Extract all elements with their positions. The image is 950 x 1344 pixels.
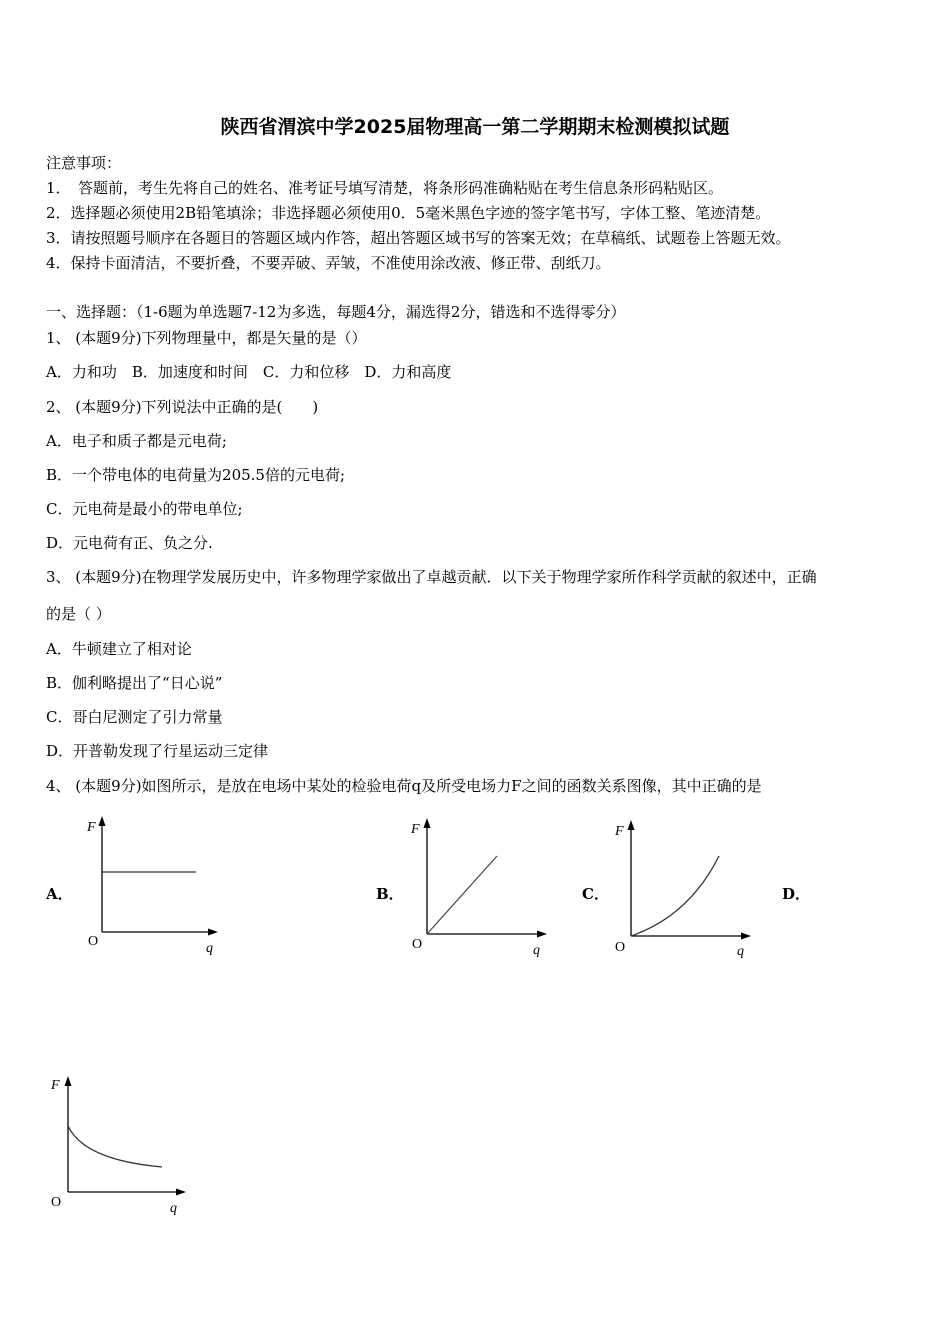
question-4-label-a: A． (46, 885, 73, 903)
graph-d-x-arrow (176, 1189, 186, 1196)
graph-a-x-label: q (206, 941, 213, 956)
graph-b-curve (427, 856, 497, 934)
graph-d (46, 1072, 196, 1222)
question-1-stem: 1、 (本题9分)下列物理量中，都是矢量的是（） (46, 329, 367, 347)
graph-a-origin-label: O (88, 934, 99, 949)
graph-d-y-arrow (65, 1076, 72, 1086)
notice-item-1: 1． 答题前，考生先将自己的姓名、准考证号填写清楚，将条形码准确粘贴在考生信息条形码粘贴区。 (46, 179, 724, 197)
graph-d-x-label: q (170, 1201, 177, 1216)
graph-c-curve (631, 856, 719, 936)
question-1-options: A．力和功 B．加速度和时间 C．力和位移 D．力和高度 (46, 363, 452, 381)
question-3-option-a: A．牛顿建立了相对论 (46, 640, 192, 658)
question-4-label-c: C． (582, 885, 609, 903)
question-3-stem-line-2: 的是（ ） (46, 605, 111, 623)
question-2-option-d: D．元电荷有正、负之分. (46, 534, 213, 552)
question-2-option-c: C．元电荷是最小的带电单位; (46, 500, 243, 518)
question-3-option-b: B．伽利略提出了“日心说” (46, 674, 223, 692)
graph-d-y-label: F (51, 1078, 60, 1093)
graph-b (405, 814, 555, 964)
graph-a-x-arrow (208, 929, 218, 936)
question-2-stem: 2、 (本题9分)下列说法中正确的是( ) (46, 398, 319, 416)
question-3-option-d: D．开普勒发现了行星运动三定律 (46, 742, 269, 760)
question-4-label-b: B． (376, 885, 404, 903)
graph-c-x-arrow (741, 933, 751, 940)
graph-b-origin-label: O (412, 937, 423, 952)
graph-d-curve (68, 1126, 162, 1167)
graph-b-y-label: F (411, 822, 420, 837)
question-4-label-d: D． (782, 885, 811, 903)
question-4-stem: 4、 (本题9分)如图所示，是放在电场中某处的检验电荷q及所受电场力F之间的函数关系图像，其中正确的是 (46, 777, 762, 795)
page-title: 陕西省渭滨中学2025届物理高一第二学期期末检测模拟试题 (220, 116, 730, 138)
graph-c-y-arrow (628, 820, 635, 830)
graph-b-x-label: q (533, 943, 540, 958)
graph-d-origin-label: O (51, 1195, 62, 1210)
section-heading: 一、选择题：（1-6题为单选题7-12为多选，每题4分，漏选得2分，错选和不选得零分） (46, 303, 626, 321)
question-3-option-c: C．哥白尼测定了引力常量 (46, 708, 223, 726)
graph-c-y-label: F (615, 824, 624, 839)
graph-a (80, 812, 230, 962)
graph-b-y-arrow (424, 818, 431, 828)
graph-a-y-label: F (87, 820, 96, 835)
graph-b-x-arrow (537, 931, 547, 938)
graph-c-x-label: q (737, 944, 744, 959)
question-3-stem-line-1: 3、 (本题9分)在物理学发展历史中，许多物理学家做出了卓越贡献．以下关于物理学家所作科学贡献的叙述中，正确 (46, 568, 817, 586)
graph-c-origin-label: O (615, 940, 626, 955)
notice-item-2: 2．选择题必须使用2B铅笔填涂；非选择题必须使用0．5毫米黑色字迹的签字笔书写，字体工整、笔迹清楚。 (46, 204, 771, 222)
graph-c (609, 816, 759, 966)
graph-a-y-arrow (99, 816, 106, 826)
notice-item-4: 4．保持卡面清洁，不要折叠，不要弄破、弄皱，不准使用涂改液、修正带、刮纸刀。 (46, 254, 611, 272)
question-2-option-b: B．一个带电体的电荷量为205.5倍的元电荷; (46, 466, 346, 484)
notice-item-3: 3．请按照题号顺序在各题目的答题区域内作答，超出答题区域书写的答案无效；在草稿纸、试题卷上答题无效。 (46, 229, 791, 247)
question-2-option-a: A．电子和质子都是元电荷; (46, 432, 227, 450)
notice-header: 注意事项： (46, 154, 122, 172)
